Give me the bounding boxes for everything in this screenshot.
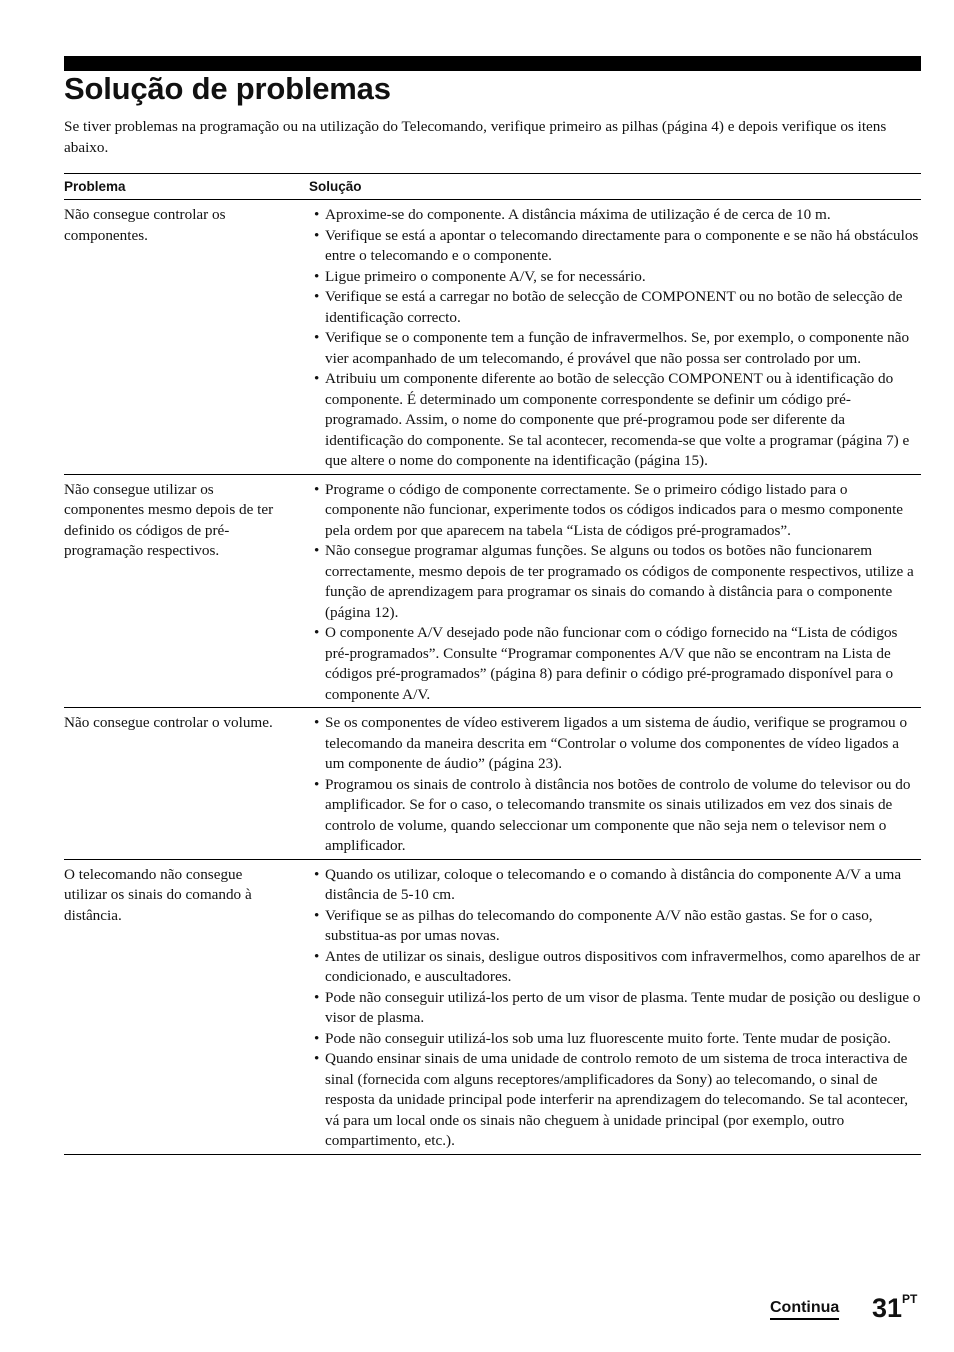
- solution-item: • Programou os sinais de controlo à distância nos botões de controlo de volume do televisor ou do amplificador. Se for o caso, o telecomando transmite os sinais utilizados em vez dos sinais de controlo de volume, quando seleccionar um componente que não seja nem o televisor nem o amplificador.: [309, 775, 921, 857]
- table-body: [64, 200, 921, 1155]
- solution-item: • Programe o código de componente correctamente. Se o primeiro código listado para o componente não funcionar, experimente todos os códigos indicados para o mesmo componente pela ordem por que aparecem na tabela “Lista de códigos pré-programados”.: [309, 480, 921, 542]
- table-header: [64, 173, 921, 200]
- problem-cell: Não consegue controlar o volume.: [64, 714, 273, 731]
- solution-item: • Verifique se está a carregar no botão de selecção de COMPONENT ou no botão de selecção de identificação correcto.: [309, 287, 921, 328]
- solution-list: [309, 479, 921, 706]
- header-solution: Solução: [309, 179, 362, 194]
- solution-item: • Não consegue programar algumas funções. Se alguns ou todos os botões não funcionarem correctamente, mesmo depois de ter programado os códigos de componente respectivos, utilize a função de aprendizagem para programar os sinais do comando à distância para o componente (página 12).: [309, 541, 921, 623]
- page-title: Solução de problemas: [64, 71, 391, 106]
- title-bar-rule: [64, 56, 921, 71]
- solution-item: • Atribuiu um componente diferente ao botão de selecção COMPONENT ou à identificação do componente. É determinado um componente correspondente se definir um código pré-programado. Assim, o nome do componente que pré-programou pode ser diferente da identificação do componente. Se tal acontecer, recomenda-se que volte a programar (página 7) e que altere o nome do componente na identificação (página 15).: [309, 369, 921, 472]
- solution-item: • Pode não conseguir utilizá-los sob uma luz fluorescente muito forte. Tente mudar de posição.: [309, 1029, 921, 1050]
- page-suffix: PT: [902, 1292, 918, 1306]
- solution-list: [309, 864, 921, 1152]
- problem-cell: Não consegue controlar os componentes.: [64, 206, 226, 244]
- page-number-value: 31: [872, 1293, 903, 1323]
- solution-item: • Antes de utilizar os sinais, desligue outros dispositivos com infravermelhos, como aparelhos de ar condicionado, e auscultadores.: [309, 947, 921, 988]
- problem-cell: O telecomando não consegue utilizar os sinais do comando à distância.: [64, 865, 252, 924]
- solution-item: • Ligue primeiro o componente A/V, se for necessário.: [309, 267, 921, 288]
- solution-list: [309, 712, 921, 857]
- solution-item: • Verifique se está a apontar o telecomando directamente para o componente e se não há obstáculos entre o telecomando e o componente.: [309, 226, 921, 267]
- header-problem: Problema: [64, 179, 126, 194]
- table-row: [64, 860, 921, 1155]
- solution-list: [309, 204, 921, 472]
- problem-cell: Não consegue utilizar os componentes mesmo depois de ter definido os códigos de pré-programação respectivos.: [64, 480, 274, 559]
- table-row: [64, 475, 921, 709]
- intro-paragraph: Se tiver problemas na programação ou na utilização do Telecomando, verifique primeiro as pilhas (página 4) e depois verifique os itens abaixo.: [64, 118, 887, 156]
- solution-item: • Quando ensinar sinais de uma unidade de controlo remoto de um sistema de troca interactiva de sinal (fornecida com alguns receptores/amplificadores da Sony) ao telecomando, o sinal de resposta da unidade principal pode interferir na aprendizagem do telecomando. Se tal acontecer, vá para um local onde os sinais não cheguem à unidade principal (por exemplo, outro compartimento, etc.).: [309, 1049, 921, 1152]
- page-number: [872, 1293, 917, 1324]
- solution-item: • Se os componentes de vídeo estiverem ligados a um sistema de áudio, verifique se programou o telecomando da maneira descrita em “Controlar o volume dos componentes de vídeo ligados a um componente de áudio” (página 23).: [309, 713, 921, 775]
- solution-item: • O componente A/V desejado pode não funcionar com o código fornecido na “Lista de códigos pré-programados”. Consulte “Programar componentes A/V que não se encontram na Lista de códigos pré-programados” (página 8) para definir o código pré-programado disponível para o componente A/V.: [309, 623, 921, 705]
- table-row: [64, 200, 921, 475]
- troubleshooting-table: [64, 173, 921, 1155]
- solution-item: • Aproxime-se do componente. A distância máxima de utilização é de cerca de 10 m.: [309, 205, 921, 226]
- solution-item: • Verifique se as pilhas do telecomando do componente A/V não estão gastas. Se for o caso, substitua-as por umas novas.: [309, 906, 921, 947]
- solution-item: • Pode não conseguir utilizá-los perto de um visor de plasma. Tente mudar de posição ou desligue o visor de plasma.: [309, 988, 921, 1029]
- continue-label: Continua: [770, 1299, 839, 1320]
- solution-item: • Quando os utilizar, coloque o telecomando e o comando à distância do componente A/V a uma distância de 5-10 cm.: [309, 865, 921, 906]
- solution-item: • Verifique se o componente tem a função de infravermelhos. Se, por exemplo, o componente não vier acompanhado de um telecomando, é provável que não possa ser controlado por um.: [309, 328, 921, 369]
- table-row: [64, 708, 921, 860]
